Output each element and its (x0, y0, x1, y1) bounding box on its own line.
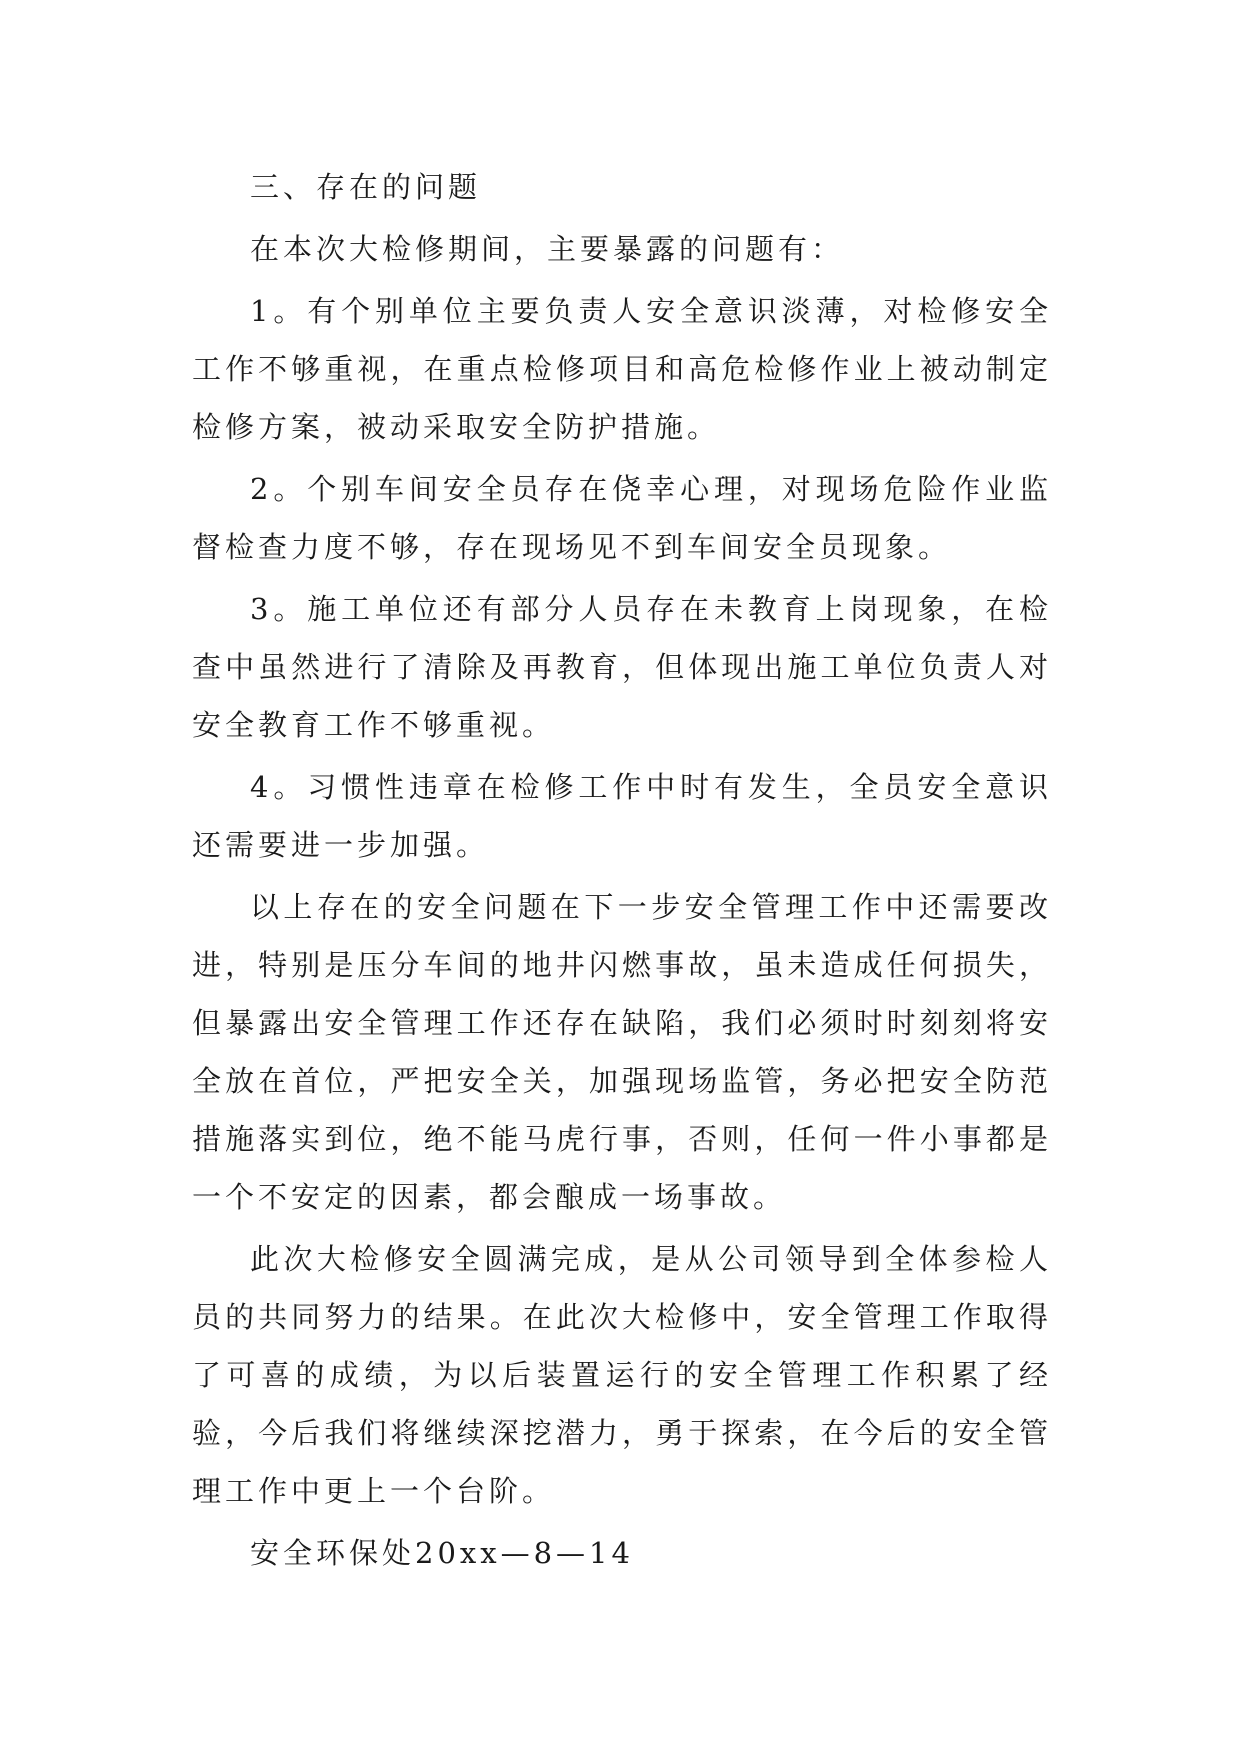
conclusion-paragraph: 此次大检修安全圆满完成，是从公司领导到全体参检人员的共同努力的结果。在此次大检修中，安全管理工作取得了可喜的成绩，为以后装置运行的安全管理工作积累了经验，今后我们将继续深挖潜力，勇于探索，在今后的安全管理工作中更上一个台阶。 (192, 1242, 1052, 1508)
section-heading: 三、存在的问题 (250, 170, 482, 204)
summary-paragraph: 以上存在的安全问题在下一步安全管理工作中还需要改进，特别是压分车间的地井闪燃事故，虽未造成任何损失，但暴露出安全管理工作还存在缺陷，我们必须时时刻刻将安全放在首位，严把安全关，加强现场监管，务必把安全防范措施落实到位，绝不能马虎行事，否则，任何一件小事都是一个不安定的因素，都会酿成一场事故。 (192, 890, 1052, 1214)
problem-item-2: 2。个别车间安全员存在侥幸心理，对现场危险作业监督检查力度不够，存在现场见不到车间安全员现象。 (192, 472, 1052, 564)
signature-line: 安全环保处20xx—8—14 (250, 1536, 634, 1570)
problem-item-4: 4。习惯性违章在检修工作中时有发生，全员安全意识还需要进一步加强。 (192, 770, 1052, 862)
problem-item-1: 1。有个别单位主要负责人安全意识淡薄，对检修安全工作不够重视，在重点检修项目和高危检修作业上被动制定检修方案，被动采取安全防护措施。 (192, 294, 1052, 444)
intro-paragraph: 在本次大检修期间，主要暴露的问题有： (250, 232, 845, 266)
problem-item-3: 3。施工单位还有部分人员存在未教育上岗现象，在检查中虽然进行了清除及再教育，但体现出施工单位负责人对安全教育工作不够重视。 (192, 592, 1052, 742)
document-body (192, 158, 1052, 1586)
